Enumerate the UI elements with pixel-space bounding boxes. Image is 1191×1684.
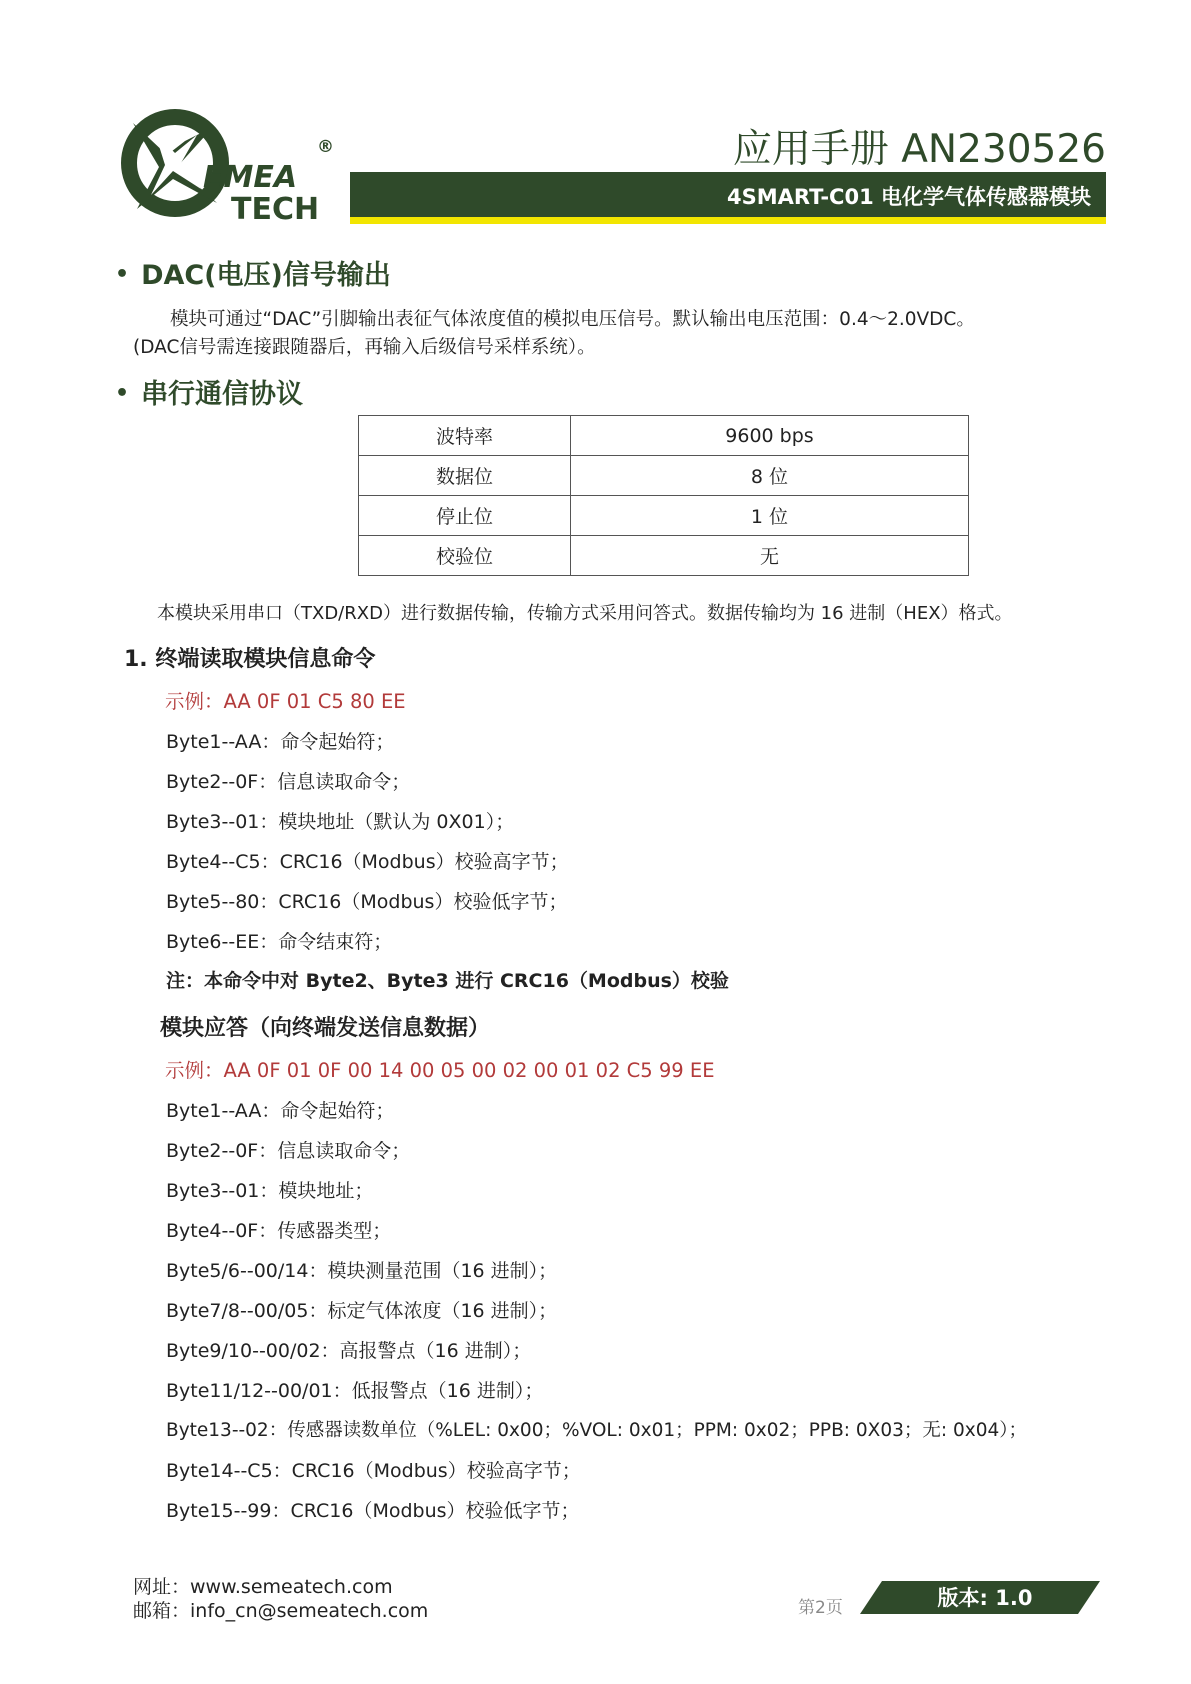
command-byte-line: Byte4--C5：CRC16（Modbus）校验高字节； (166, 851, 569, 873)
param-key: 数据位 (359, 456, 571, 496)
serial-params-table (358, 415, 969, 576)
param-value: 9600 bps (571, 416, 969, 456)
command-byte-line: Byte5--80：CRC16（Modbus）校验低字节； (166, 891, 568, 913)
command-byte-line: Byte3--01：模块地址（默认为 0X01）； (166, 811, 515, 833)
logo-word-emea: EMEA (203, 160, 298, 195)
command-note: 注：本命令中对 Byte2、Byte3 进行 CRC16（Modbus）校验 (166, 970, 729, 992)
response-heading: 模块应答（向终端发送信息数据） (160, 1016, 491, 1041)
table-row (359, 456, 969, 496)
response-byte-line: Byte2--0F：信息读取命令； (166, 1140, 411, 1162)
registered-mark: ® (317, 137, 334, 157)
bullet: • (115, 381, 130, 406)
table-row (359, 416, 969, 456)
response-byte-line: Byte5/6--00/14：模块测量范围（16 进制）； (166, 1260, 558, 1282)
param-value: 1 位 (571, 496, 969, 536)
response-example: 示例：AA 0F 01 0F 00 14 00 05 00 02 00 01 02 C5 99 EE (165, 1059, 715, 1082)
response-byte-line: Byte3--01：模块地址； (166, 1180, 374, 1202)
manual-title: 应用手册 AN230526 (732, 127, 1106, 172)
command-byte-line: Byte2--0F：信息读取命令； (166, 771, 411, 793)
dac-paragraph-line2: (DAC信号需连接跟随器后，再输入后级信号采样系统）。 (133, 337, 596, 358)
response-byte-line: Byte15--99：CRC16（Modbus）校验低字节； (166, 1500, 580, 1522)
response-byte-line: Byte11/12--00/01：低报警点（16 进制）； (166, 1380, 544, 1402)
section-serial-title: 串行通信协议 (141, 379, 304, 410)
section-dac-heading (115, 253, 391, 292)
bullet: • (115, 262, 130, 287)
param-key: 停止位 (359, 496, 571, 536)
logo-word-tech: TECH (231, 192, 320, 225)
command-byte-line: Byte6--EE：命令结束符； (166, 931, 393, 953)
section-dac-title: DAC(电压)信号输出 (141, 260, 391, 291)
response-byte-line: Byte7/8--00/05：标定气体浓度（16 进制）； (166, 1300, 558, 1322)
section-serial-heading (115, 372, 303, 411)
table-row (359, 536, 969, 576)
table-row (359, 496, 969, 536)
semeatech-logo (115, 105, 345, 225)
page-number: 第2页 (798, 1598, 843, 1618)
response-byte-line: Byte9/10--00/02：高报警点（16 进制）； (166, 1340, 532, 1362)
command-example: 示例：AA 0F 01 C5 80 EE (165, 690, 406, 713)
command-heading: 1. 终端读取模块信息命令 (124, 647, 376, 672)
footer-website: 网址：www.semeatech.com (133, 1576, 393, 1598)
dac-paragraph-line1: 模块可通过“DAC”引脚输出表征气体浓度值的模拟电压信号。默认输出电压范围：0.4～2.0VDC。 (170, 309, 975, 330)
footer-email: 邮箱：info_cn@semeatech.com (133, 1600, 429, 1622)
command-byte-line: Byte1--AA：命令起始符； (166, 731, 395, 753)
serial-description: 本模块采用串口（TXD/RXD）进行数据传输，传输方式采用问答式。数据传输均为 16 进制（HEX）格式。 (157, 603, 1013, 624)
param-value: 8 位 (571, 456, 969, 496)
param-key: 波特率 (359, 416, 571, 456)
response-byte-line: Byte1--AA：命令起始符； (166, 1100, 395, 1122)
version-label: 版本: 1.0 (937, 1586, 1033, 1610)
product-subtitle: 4SMART-C01 电化学气体传感器模块 (726, 185, 1091, 209)
response-byte-line: Byte4--0F：传感器类型； (166, 1220, 392, 1242)
response-byte-line: Byte14--C5：CRC16（Modbus）校验高字节； (166, 1460, 581, 1482)
header-banner-accent (350, 217, 1106, 224)
response-byte-line: Byte13--02：传感器读数单位（%LEL: 0x00；%VOL: 0x01；PPM: 0x02；PPB: 0X03；无: 0x04）； (166, 1420, 1027, 1441)
param-value: 无 (571, 536, 969, 576)
param-key: 校验位 (359, 536, 571, 576)
